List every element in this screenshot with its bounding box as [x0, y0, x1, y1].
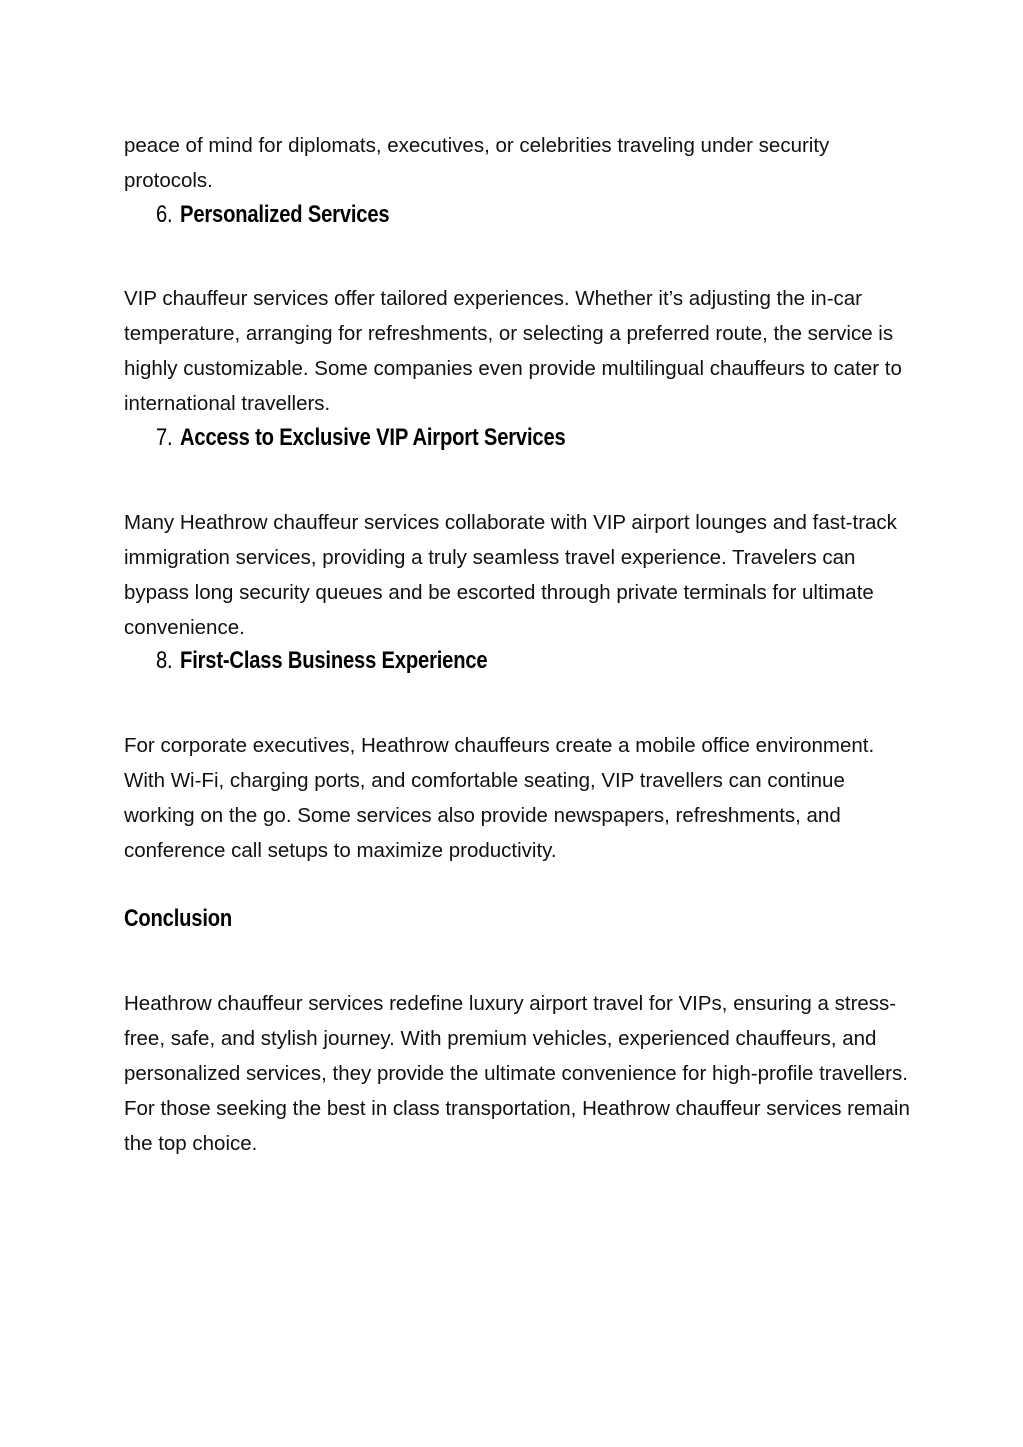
section-heading-vip-airport-services	[156, 420, 566, 456]
first-class-business-paragraph: For corporate executives, Heathrow chauffeurs create a mobile office environment. With Wi-Fi, charging ports, and comfortable seating, VIP travellers can continue working on the go. Some services also provide newspapers, refreshments, and conference call setups to maximize productivity.	[124, 734, 875, 862]
intro-continuation-paragraph: peace of mind for diplomats, executives, or celebrities traveling under security protocols.	[124, 134, 830, 192]
section-number: 8.	[156, 647, 173, 674]
section-title: First-Class Business Experience	[180, 647, 488, 674]
section-title: Access to Exclusive VIP Airport Services	[180, 424, 566, 451]
conclusion-paragraph: Heathrow chauffeur services redefine luxury airport travel for VIPs, ensuring a stress-free, safe, and stylish journey. With premium vehicles, experienced chauffeurs, and personalized services, they provide the ultimate convenience for high-profile travellers. For those seeking the best in class transportation, Heathrow chauffeur services remain the top choice.	[124, 992, 910, 1155]
vip-airport-services-paragraph: Many Heathrow chauffeur services collaborate with VIP airport lounges and fast-track immigration services, providing a truly seamless travel experience. Travelers can bypass long security queues and be escorted through private terminals for ultimate convenience.	[124, 511, 897, 639]
section-number: 6.	[156, 201, 173, 228]
section-heading-first-class-business	[156, 643, 487, 679]
section-title: Personalized Services	[180, 201, 390, 228]
section-heading-personalized-services	[156, 197, 389, 233]
conclusion-heading: Conclusion	[124, 905, 233, 932]
personalized-services-paragraph: VIP chauffeur services offer tailored experiences. Whether it’s adjusting the in-car temperature, arranging for refreshments, or selecting a preferred route, the service is highly customizable. Some companies even provide multilingual chauffeurs to cater to international travellers.	[124, 287, 902, 415]
section-number: 7.	[156, 424, 173, 451]
